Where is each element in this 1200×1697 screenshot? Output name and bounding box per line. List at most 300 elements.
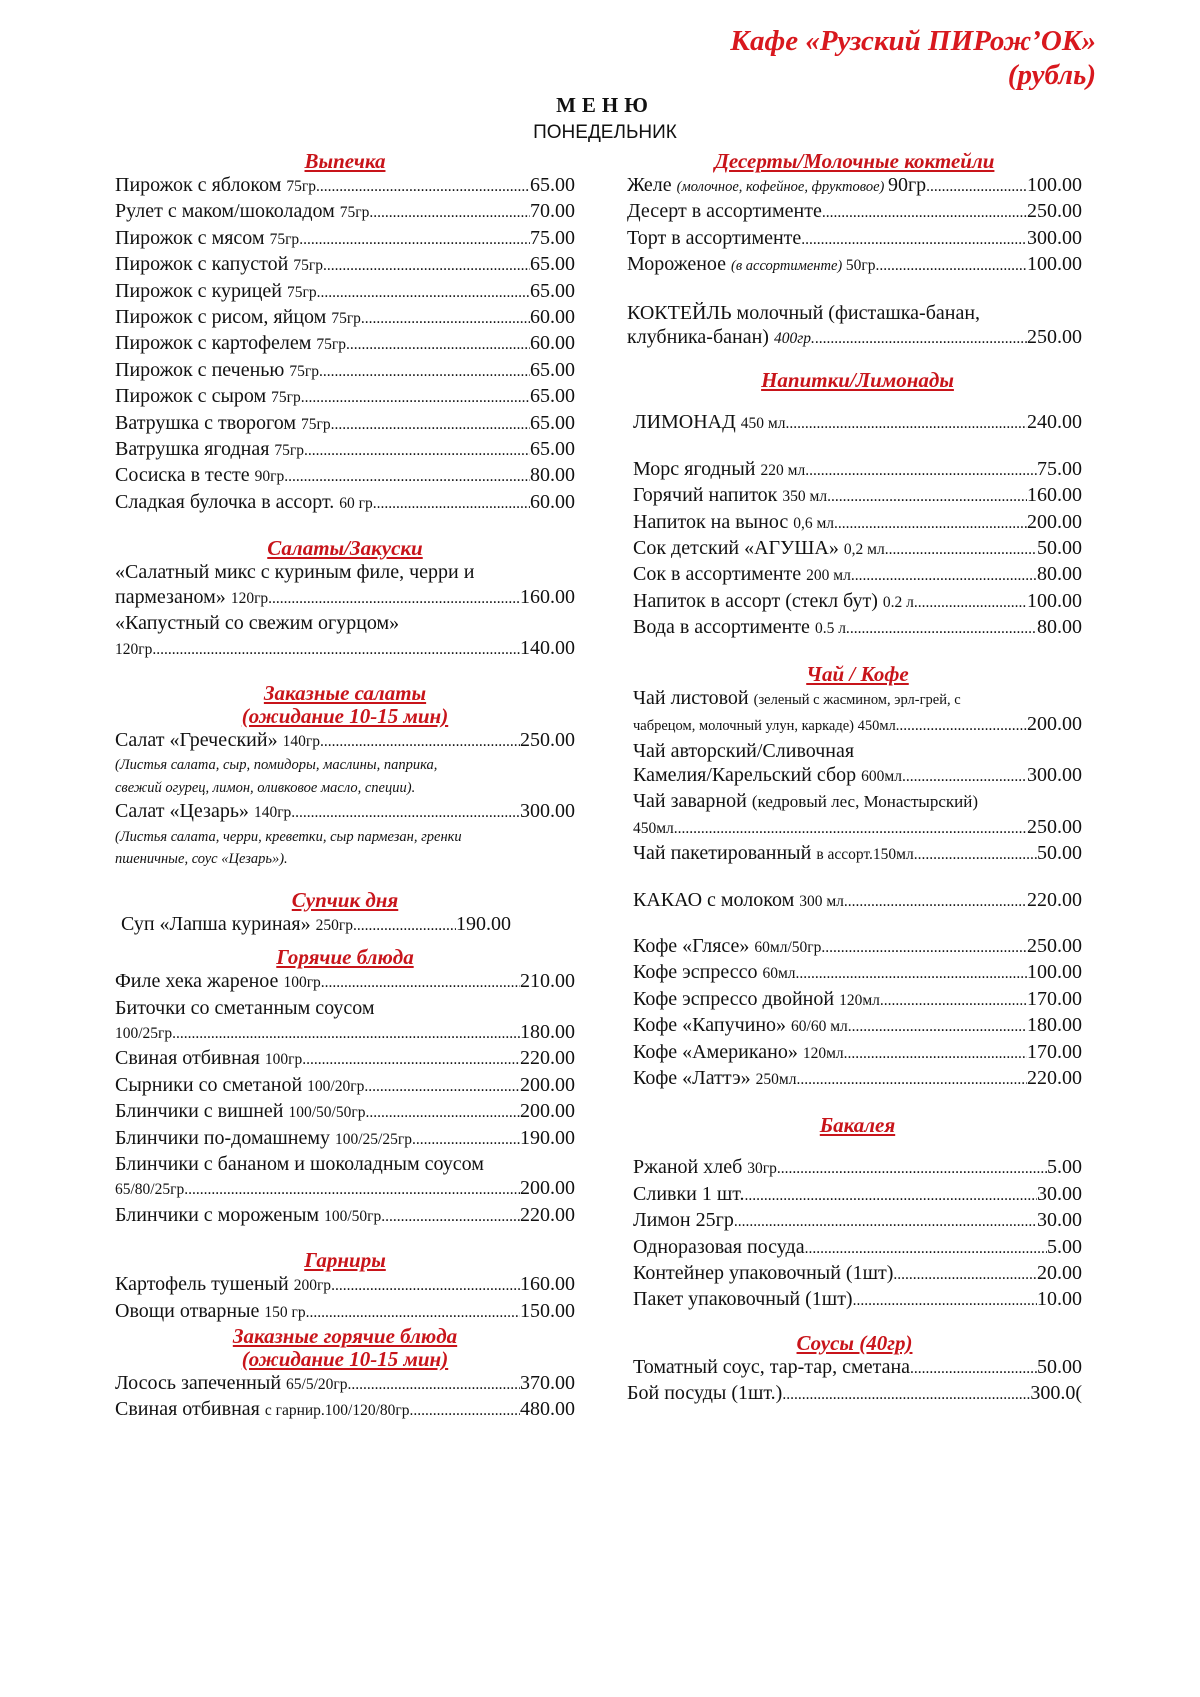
dot-leader [910,1357,1037,1381]
dot-leader [365,1101,520,1125]
item-name: Чай пакетированный [633,842,817,865]
menu-item [633,841,1082,867]
menu-item [627,1355,1082,1381]
item-weight: 300 мл [799,892,844,910]
dot-leader [319,360,530,384]
item-weight: 200гр [293,1277,332,1295]
item-price: 65.00 [530,358,575,381]
item-weight: 140гр. [253,804,296,822]
item-weight: 75гр [269,230,300,248]
item-list [115,1272,575,1325]
dot-leader [879,254,1027,278]
item-weight: 600мл [861,767,902,785]
item-name: Свиная отбивная [115,1398,265,1421]
dot-leader [801,228,1027,252]
item-weight: 100/20гр. [307,1077,369,1095]
item-name: Горячий напиток [633,484,783,507]
item-weight: 450 мл [740,415,786,433]
item-price: 180.00 [1027,1014,1082,1037]
item-price: 200.00 [520,1100,575,1123]
menu-item [633,763,1082,789]
menu-item [115,1371,575,1397]
section-napitki [627,369,1082,641]
menu-item [633,562,1082,588]
item-weight: 100/25гр [115,1024,173,1042]
item-weight: 0,6 мл [793,514,834,532]
item-weight: 120мл [839,991,880,1009]
item-weight: 100гр [264,1051,303,1069]
item-price: 220.00 [1027,1066,1082,1089]
menu-item [633,1208,1082,1234]
item-name: Кофе «Латтэ» [633,1066,756,1089]
item-description: (Листья салата, сыр, помидоры, маслины, паприка, [115,757,438,774]
item-price: 300.00 [1027,763,1082,786]
menu-item [633,589,1082,615]
menu-item [633,510,1082,536]
menu-item-jelly [627,173,1082,199]
menu-item [115,1176,575,1202]
item-weight: 75гр [339,204,370,222]
tea-leaf-line: Чай листовой (зеленый с жасмином, эрл-грей, с [633,686,961,709]
item-price: 220.00 [1027,888,1082,911]
item-weight: 400гр. [773,330,815,348]
section-sousy [627,1332,1082,1408]
item-name: Сосиска в тесте [115,464,255,487]
section-zakaznye-salaty [115,682,575,871]
dot-leader [412,1128,520,1152]
dot-leader [734,1210,1037,1234]
menu-title: МЕНЮ [556,93,654,117]
item-name: Блинчики с вишней [115,1100,289,1123]
item-name: пармезаном» [115,585,231,608]
item-name: Пирожок с печенью [115,358,290,381]
menu-item-caesar [115,799,575,825]
item-price: 170.00 [1027,987,1082,1010]
item-weight: 90гр [254,468,285,486]
item-note: (в ассортименте) [731,258,846,275]
item-price: 20.00 [1037,1262,1082,1284]
item-name: Пирожок с капустой [115,253,294,276]
menu-item [627,252,1082,278]
dot-leader [844,890,1027,914]
item-name: Напиток на вынос [633,510,794,533]
item-price: 80.00 [1037,616,1082,639]
dot-leader [361,307,530,331]
section-title: Горячие блюда [276,945,414,970]
item-name: Блинчики с мороженым [115,1203,325,1226]
cafe-name: Кафе «Рузский ПИРож’ОК» [730,25,1096,57]
menu-item [633,1013,1082,1039]
menu-item [115,1046,575,1072]
item-name: Салат «Цезарь» [115,800,254,823]
item-name: Пирожок с рисом, яйцом [115,306,332,329]
item-price: 60.00 [530,490,575,513]
item-price: 50.00 [1037,842,1082,865]
item-weight: 75гр [274,442,305,460]
menu-item [115,199,575,225]
menu-item [633,1261,1082,1287]
item-name: Сок детский «АГУША» [633,537,844,560]
menu-item [633,712,1082,738]
dot-leader [304,439,530,463]
item-weight: 90гр [887,174,927,196]
item-price: 160.00 [1027,484,1082,507]
item-weight: 140гр. [282,732,324,750]
item-list [115,173,575,516]
dot-leader [851,564,1037,588]
menu-item [115,252,575,278]
item-price: 220.00 [520,1203,575,1226]
item-note: (молочное, кофейное, фруктовое) [676,179,888,195]
dot-leader [674,817,1027,841]
dot-leader [834,512,1027,536]
section-title: Соусы (40гр) [796,1330,913,1355]
item-name: Суп «Лапша куриная» [121,912,316,935]
dot-leader [902,765,1027,789]
dot-leader [899,714,1027,738]
item-name: Кофе «Глясе» [633,934,755,957]
dot-leader [777,1157,1047,1181]
menu-item [115,358,575,384]
section-bakaleya [627,1114,1082,1313]
item-name: клубника-банан) [627,326,774,349]
item-price: 100.00 [1027,253,1082,276]
item-name: Томатный соус, тар-тар, сметана [633,1355,911,1378]
section-title: Выпечка [304,149,386,173]
item-weight: 250мл [755,1070,797,1088]
dot-leader [323,254,530,278]
item-name: Ватрушка ягодная [115,438,275,461]
menu-item [115,279,575,305]
item-price: 200.00 [1027,713,1082,736]
menu-item [115,1099,575,1125]
item-name: Пакет упаковочный (1шт) [633,1288,853,1311]
item-price: 150.00 [520,1299,575,1322]
item-name: Сырники со сметаной [115,1073,308,1096]
item-list [633,1155,1082,1313]
item-weight: 150 гр [264,1303,306,1321]
item-price: 100.00 [1027,174,1082,196]
menu-item [115,384,575,410]
dot-leader [152,638,520,662]
item-price: 5.00 [1047,1156,1082,1179]
item-price: 65.00 [530,279,575,302]
menu-item [115,1299,575,1325]
bitochki-line: Биточки со сметанным соусом [115,996,375,1019]
menu-item [115,912,575,938]
menu-item [633,1287,1082,1313]
currency-note: (рубль) [1007,59,1096,91]
item-name: ЛИМОНАД [633,411,741,434]
dot-leader [410,1399,520,1423]
item-weight: 60мл/50гр [754,938,822,956]
item-price: 370.00 [520,1372,575,1394]
menu-item [115,463,575,489]
menu-item [633,1155,1082,1181]
item-weight: 250гр [315,916,353,934]
item-name: Контейнер упаковочный (1шт) [633,1262,894,1284]
item-price: 100.00 [1027,589,1082,612]
section-subtitle: (ожидание 10-15 мин) [241,1347,449,1371]
item-weight: 75гр [331,310,361,328]
item-weight: 30гр [747,1160,777,1178]
section-chai [627,663,1082,1093]
item-name: Мороженое [627,253,732,276]
item-name: Кофе «Американо» [633,1040,803,1063]
item-weight: 100/25/25гр [334,1130,412,1148]
item-weight: 75гр [286,178,317,195]
section-title: Заказные салаты [263,680,427,705]
item-weight: 100/50/50гр [288,1104,366,1122]
dot-leader [745,1184,1037,1208]
item-price: 190.00 [520,1126,575,1149]
item-weight: 350 мл [782,488,828,506]
dot-leader [853,1289,1037,1313]
item-price: 65.00 [530,385,575,408]
menu-item [115,173,575,199]
item-name: Салат «Греческий» [115,728,283,751]
item-name: Блинчики по-домашнему [115,1126,335,1149]
menu-item [115,331,575,357]
item-price: 80.00 [1037,563,1082,586]
item-price: 65.00 [530,438,575,461]
dot-leader [172,1022,520,1046]
dot-leader [299,228,530,252]
item-note: чабрецом, молочный улун, каркаде) 450мл. [633,718,900,735]
item-weight: 450мл [633,819,674,837]
item-weight: 75гр [301,415,331,433]
item-name: Сок в ассортименте [633,563,807,586]
item-weight: 0,2 мл [843,541,885,559]
item-name: Пирожок с курицей [115,279,287,302]
item-price: 60.00 [530,332,575,355]
item-weight: 120мл [802,1044,844,1062]
section-vypechka [115,150,575,516]
item-name: Камелия/Карельский сбор [633,763,862,786]
dot-leader [782,1383,1030,1407]
menu-item [633,1182,1082,1208]
item-name: Лимон 25гр [633,1209,734,1232]
item-name: Сливки 1 шт. [633,1182,745,1205]
dot-leader [316,175,530,199]
item-price: 50.00 [1037,537,1082,560]
item-weight: 120гр [115,640,153,658]
menu-item [115,1397,575,1423]
dot-leader [796,962,1027,986]
item-price: 80.00 [530,464,575,487]
menu-item-cocoa [633,888,1082,914]
item-price: 220.00 [520,1047,575,1070]
menu-item [633,934,1082,960]
dot-leader [324,730,520,754]
dot-leader [184,1178,520,1202]
item-price: 30.00 [1037,1182,1082,1205]
item-price: 190.00 [456,912,511,935]
item-name: Филе хека жареное [115,970,284,993]
section-salaty [115,537,575,662]
item-name: Напиток в ассорт (стекл бут) [633,589,883,612]
item-weight: 75гр [289,362,319,380]
menu-item [115,1073,575,1099]
item-list [115,1371,575,1424]
dot-leader [926,175,1027,199]
menu-item [115,305,575,331]
dot-leader [331,1274,520,1298]
dot-leader [369,201,530,225]
item-name: Свиная отбивная [115,1047,265,1070]
item-name: Рулет с маком/шоколадом [115,200,340,223]
item-price: 250.00 [1027,200,1082,223]
menu-item [633,483,1082,509]
cafe-title [730,24,1096,92]
item-price: 50.00 [1037,1355,1082,1378]
item-name: Бой посуды (1шт.) [627,1382,783,1405]
item-name: Картофель тушеный [115,1273,294,1296]
menu-day: ПОНЕДЕЛЬНИК [533,122,677,143]
item-price: 250.00 [1027,934,1082,957]
item-price: 250.00 [1027,815,1082,838]
item-price: 75.00 [1037,457,1082,480]
dot-leader [805,459,1037,483]
item-weight: 50гр. [845,257,880,275]
item-weight: 60 гр [339,494,373,512]
dot-leader [348,1373,521,1397]
item-weight: 0.5 л. [814,620,850,638]
item-price: 160.00 [520,1273,575,1296]
dot-leader [301,386,530,410]
dot-leader [893,1263,1037,1287]
menu-item [633,1040,1082,1066]
menu-item [115,969,575,995]
dot-leader [848,1015,1027,1039]
item-price: 200.00 [1027,510,1082,533]
dot-leader [295,801,520,825]
item-list [633,457,1082,642]
menu-item [115,1126,575,1152]
item-price: 60.00 [530,306,575,329]
item-price: 65.00 [530,174,575,196]
item-name: Сладкая булочка в ассорт. [115,490,340,513]
section-title: Чай / Кофе [806,661,909,686]
menu-item [115,411,575,437]
dot-leader [284,465,530,489]
item-price: 300.0( [1030,1382,1082,1405]
item-price: 300.00 [520,800,575,823]
item-price: 480.00 [520,1398,575,1421]
dot-leader [885,538,1037,562]
left-column [115,150,575,1424]
item-price: 70.00 [530,200,575,223]
dot-leader [821,936,1027,960]
section-title: Заказные горячие блюда [232,1324,458,1348]
item-weight: 75гр [293,257,323,275]
item-price: 5.00 [1047,1235,1082,1258]
tea-brew-line: Чай заварной (кедровый лес, Монастырский) [633,790,978,813]
dot-leader [815,327,1027,351]
dot-leader [844,1042,1027,1066]
menu-item [115,226,575,252]
menu-item [115,490,575,516]
menu-item [627,199,1082,225]
item-list [115,1046,575,1152]
dot-leader [268,587,520,611]
item-price: 65.00 [530,411,575,434]
section-title: Супчик дня [291,887,399,912]
dot-leader [381,1205,520,1229]
item-weight: 60мл [762,965,796,983]
dot-leader [331,413,530,437]
item-weight: 200 мл [806,567,851,585]
item-list [633,934,1082,1092]
item-weight: 100гр [283,974,321,992]
menu-item [633,457,1082,483]
item-price: 65.00 [530,253,575,276]
menu-item [633,987,1082,1013]
item-price: 170.00 [1027,1040,1082,1063]
dot-leader [373,492,530,516]
banana-line: Блинчики с бананом и шоколадным соусом [115,1152,484,1175]
section-zakaznye-goryachie [115,1325,575,1424]
dot-leader [306,1301,520,1325]
section-deserty [627,150,1082,351]
item-name: Желе [627,174,677,196]
item-weight: 220 мл [760,461,806,479]
dot-leader [880,989,1027,1013]
item-weight: с гарнир.100/120/80гр [264,1402,410,1420]
dot-leader [353,914,456,938]
item-price: 250.00 [520,728,575,751]
menu-item-shake [627,325,1082,351]
dot-leader [822,201,1027,225]
shake-line: КОКТЕЙЛЬ молочный (фисташка-банан, [627,301,981,324]
item-price: 200.00 [520,1073,575,1096]
item-price: 300.00 [1027,226,1082,249]
item-weight: 60/60 мл [791,1018,848,1036]
item-price: 180.00 [520,1020,575,1043]
item-name: Одноразовая посуда [633,1235,805,1258]
salad-cabbage-line: «Капустный со свежим огурцом» [115,612,400,635]
section-title: Бакалея [819,1113,896,1138]
item-name: Десерт в ассортименте [627,200,822,223]
menu-item-greek [115,728,575,754]
menu-item [633,615,1082,641]
menu-item [627,1381,1082,1407]
salad-mix-line: «Салатный микс с куриным филе, черри и [115,561,475,584]
section-sup [115,889,575,938]
item-name: Кофе эспрессо [633,961,763,984]
dot-leader [785,412,1027,436]
right-column [627,150,1082,1408]
menu-item [633,815,1082,841]
item-price: 200.00 [520,1177,575,1200]
menu-item [633,536,1082,562]
dot-leader [850,617,1037,641]
item-weight: 0.2 л [882,593,914,611]
item-name: Пирожок с мясом [115,226,270,249]
section-goryachie [115,946,575,1229]
dot-leader [918,843,1037,867]
item-name: Ватрушка с творогом [115,411,302,434]
section-garniry [115,1249,575,1325]
item-weight: 65/5/20гр [286,1376,348,1393]
item-name: Пирожок с яблоком [115,174,287,196]
menu-item-lemonade [633,410,1082,436]
menu-item [115,1020,575,1046]
menu-item [115,437,575,463]
menu-item [627,226,1082,252]
item-weight: 100/50гр [324,1207,382,1225]
item-weight: 75гр [271,389,301,407]
